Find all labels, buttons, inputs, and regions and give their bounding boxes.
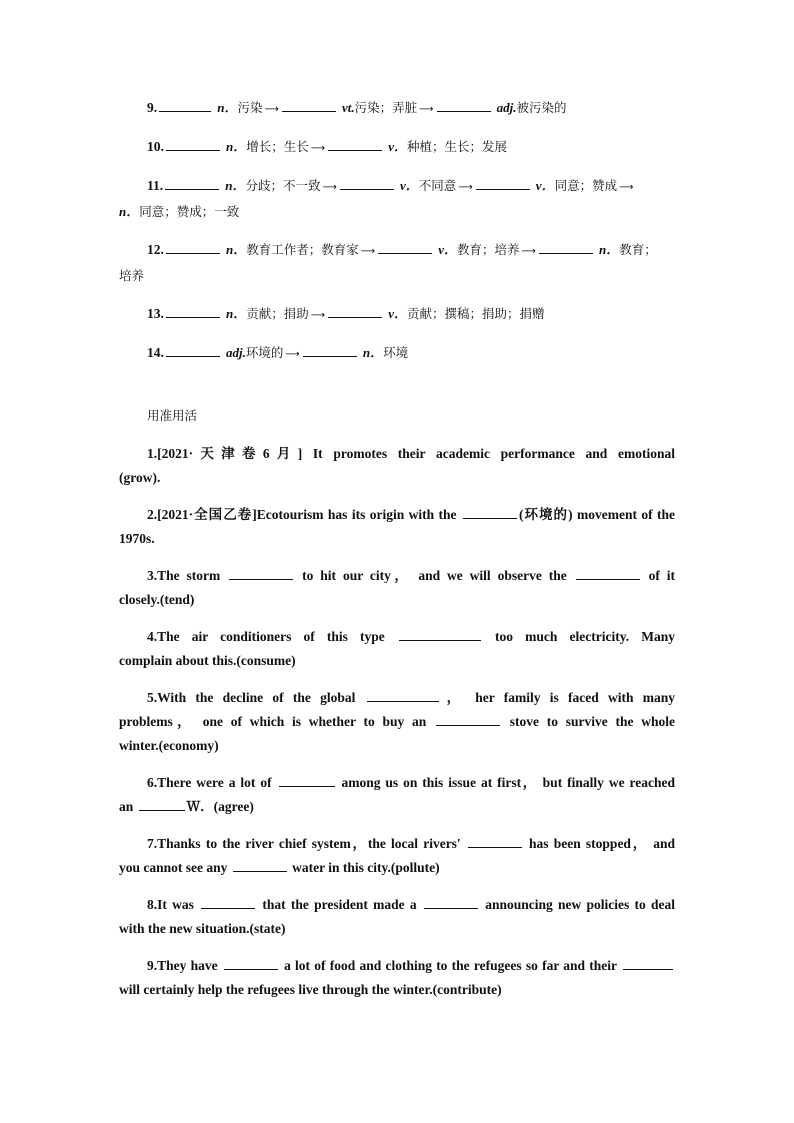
answer-blank[interactable] [463,506,517,519]
answer-blank[interactable] [139,798,185,811]
exercise-9 [119,954,675,1002]
part-of-speech: n． [217,100,238,115]
exercise-text: 5.With the decline of the global [147,690,365,705]
answer-blank[interactable] [166,241,220,254]
exercise-7 [119,832,675,880]
part-of-speech: n． [226,242,247,257]
exercise-text: stove to survive the whole [502,714,676,729]
exercise-text: that the president made a [257,897,422,912]
vocab-item-9 [119,96,675,122]
exercise-text: too much electricity. Many [482,629,675,644]
vocab-item-14 [119,341,675,367]
exercise-text: problems， one of which is whether to buy an [119,714,435,729]
item-number: 14. [147,345,164,360]
exercise-text: 9.They have [147,958,222,973]
vocab-item-10 [119,135,675,161]
exercise-5 [119,686,675,758]
part-of-speech: v． [388,306,408,321]
exercise-line: with the new situation.(state) [119,921,286,936]
part-of-speech: n． [226,306,247,321]
exercise-line: winter.(economy) [119,738,219,753]
answer-blank[interactable] [224,957,278,970]
definition: 种植；生长；发展 [407,139,508,154]
arrow-icon: ⟶ [310,310,325,321]
section-heading: 用准用活 [147,408,198,423]
answer-blank[interactable] [233,859,287,872]
answer-blank[interactable] [539,241,593,254]
answer-blank[interactable] [399,628,481,641]
answer-blank[interactable] [303,344,357,357]
exercise-8 [119,893,675,941]
definition: 环境 [383,345,409,360]
definition: 污染 [237,100,263,115]
arrow-icon: ⟶ [619,182,633,193]
exercise-text: 6.There were a lot of [147,775,277,790]
exercise-text: of it [641,568,675,583]
answer-blank[interactable] [282,99,336,112]
answer-blank[interactable] [378,241,432,254]
part-of-speech: n． [362,345,384,360]
definition: 教育； [619,242,657,257]
exercise-line: closely.(tend) [119,592,195,607]
answer-blank[interactable] [166,138,220,151]
exercise-line: complain about this.(consume) [119,653,296,668]
definition: 不同意 [418,178,457,193]
arrow-icon: ⟶ [458,182,472,193]
exercise-text: Ｗ．(agree) [186,799,254,814]
definition: 培养 [119,268,145,283]
arrow-icon: ⟶ [360,246,375,257]
definition: 环境的 [245,345,284,360]
answer-blank[interactable] [436,713,500,726]
answer-blank[interactable] [166,305,220,318]
part-of-speech: vt. [342,100,355,115]
definition: 贡献；捐助 [246,306,309,321]
part-of-speech: adj. [496,100,517,115]
answer-blank[interactable] [328,305,382,318]
answer-blank[interactable] [623,957,673,970]
exercise-4 [119,625,675,673]
item-number: 12. [147,242,164,257]
answer-blank[interactable] [437,99,491,112]
exercise-text: 7.Thanks to the river chief system，the local rivers' [147,836,466,851]
arrow-icon: ⟶ [521,246,535,257]
answer-blank[interactable] [476,177,530,190]
arrow-icon: ⟶ [264,104,278,115]
definition: 增长；生长 [246,139,309,154]
exercise-3 [119,564,675,612]
item-number: 13. [147,306,164,321]
vocab-item-13 [119,302,675,328]
part-of-speech: n． [599,242,620,257]
exercise-text: to hit our city， and we will observe the [295,568,574,583]
exercise-text: you cannot see any [119,860,231,875]
part-of-speech: v． [388,139,408,154]
answer-blank[interactable] [340,177,394,190]
answer-blank[interactable] [367,689,439,702]
answer-blank[interactable] [279,774,335,787]
exercise-1 [119,442,675,490]
exercise-text: announcing new policies to deal [479,897,675,912]
part-of-speech: v． [438,242,458,257]
exercise-text: 8.It was [147,897,200,912]
answer-blank[interactable] [159,99,211,112]
part-of-speech: adj. [226,345,246,360]
exercise-text: an [119,799,137,814]
definition: 教育；培养 [457,242,520,257]
exercise-text: 4.The air conditioners of this type [147,629,397,644]
definition: 教育工作者；教育家 [246,242,359,257]
exercise-text: ， her family is faced with many [440,690,675,705]
arrow-icon: ⟶ [419,104,433,115]
exercise-2 [119,503,675,551]
section-heading-wrap [119,404,675,428]
item-number: 10. [147,139,164,154]
item-number: 9. [147,100,158,115]
exercise-text: (环境的) movement of the [518,507,675,522]
definition: 贡献；撰稿；捐助；捐赠 [407,306,545,321]
item-number: 11. [147,178,164,193]
part-of-speech: n． [226,139,247,154]
part-of-speech: n． [119,204,140,219]
definition: 同意；赞成；一致 [139,204,240,219]
part-of-speech: v． [400,178,419,193]
exercise-text: 2.[2021·全国乙卷]Ecotourism has its origin with the [147,507,461,522]
definition: 同意；赞成 [554,178,618,193]
definition: 污染；弄脏 [354,100,418,115]
exercise-text: 3.The storm [147,568,228,583]
exercise-text: has been stopped， and [523,836,675,851]
answer-blank[interactable] [424,896,478,909]
part-of-speech: v． [535,178,555,193]
exercise-line: (grow). [119,470,161,485]
exercise-text: water in this city.(pollute) [288,860,440,875]
part-of-speech: n． [225,178,246,193]
answer-blank[interactable] [229,567,293,580]
arrow-icon: ⟶ [322,182,336,193]
definition: 被污染的 [516,100,567,115]
answer-blank[interactable] [576,567,640,580]
answer-blank[interactable] [166,344,220,357]
vocab-section [119,96,675,367]
exercise-line: 1.[2021·天津卷6月] It promotes their academic performance and emotional [147,446,675,461]
vocab-item-12 [119,238,675,289]
exercise-line: will certainly help the refugees live through the winter.(contribute) [119,982,502,997]
answer-blank[interactable] [165,177,219,190]
definition: 分歧；不一致 [245,178,321,193]
arrow-icon: ⟶ [285,349,299,360]
exercise-line: 1970s. [119,531,155,546]
exercise-section [119,442,675,1002]
exercise-text: among us on this issue at first， but finally we reached [336,775,675,790]
vocab-item-11 [119,174,675,225]
exercise-text: a lot of food and clothing to the refugees so far and their [279,958,621,973]
exercise-6 [119,771,675,819]
answer-blank[interactable] [328,138,382,151]
answer-blank[interactable] [468,835,522,848]
answer-blank[interactable] [201,896,255,909]
arrow-icon: ⟶ [310,143,325,154]
